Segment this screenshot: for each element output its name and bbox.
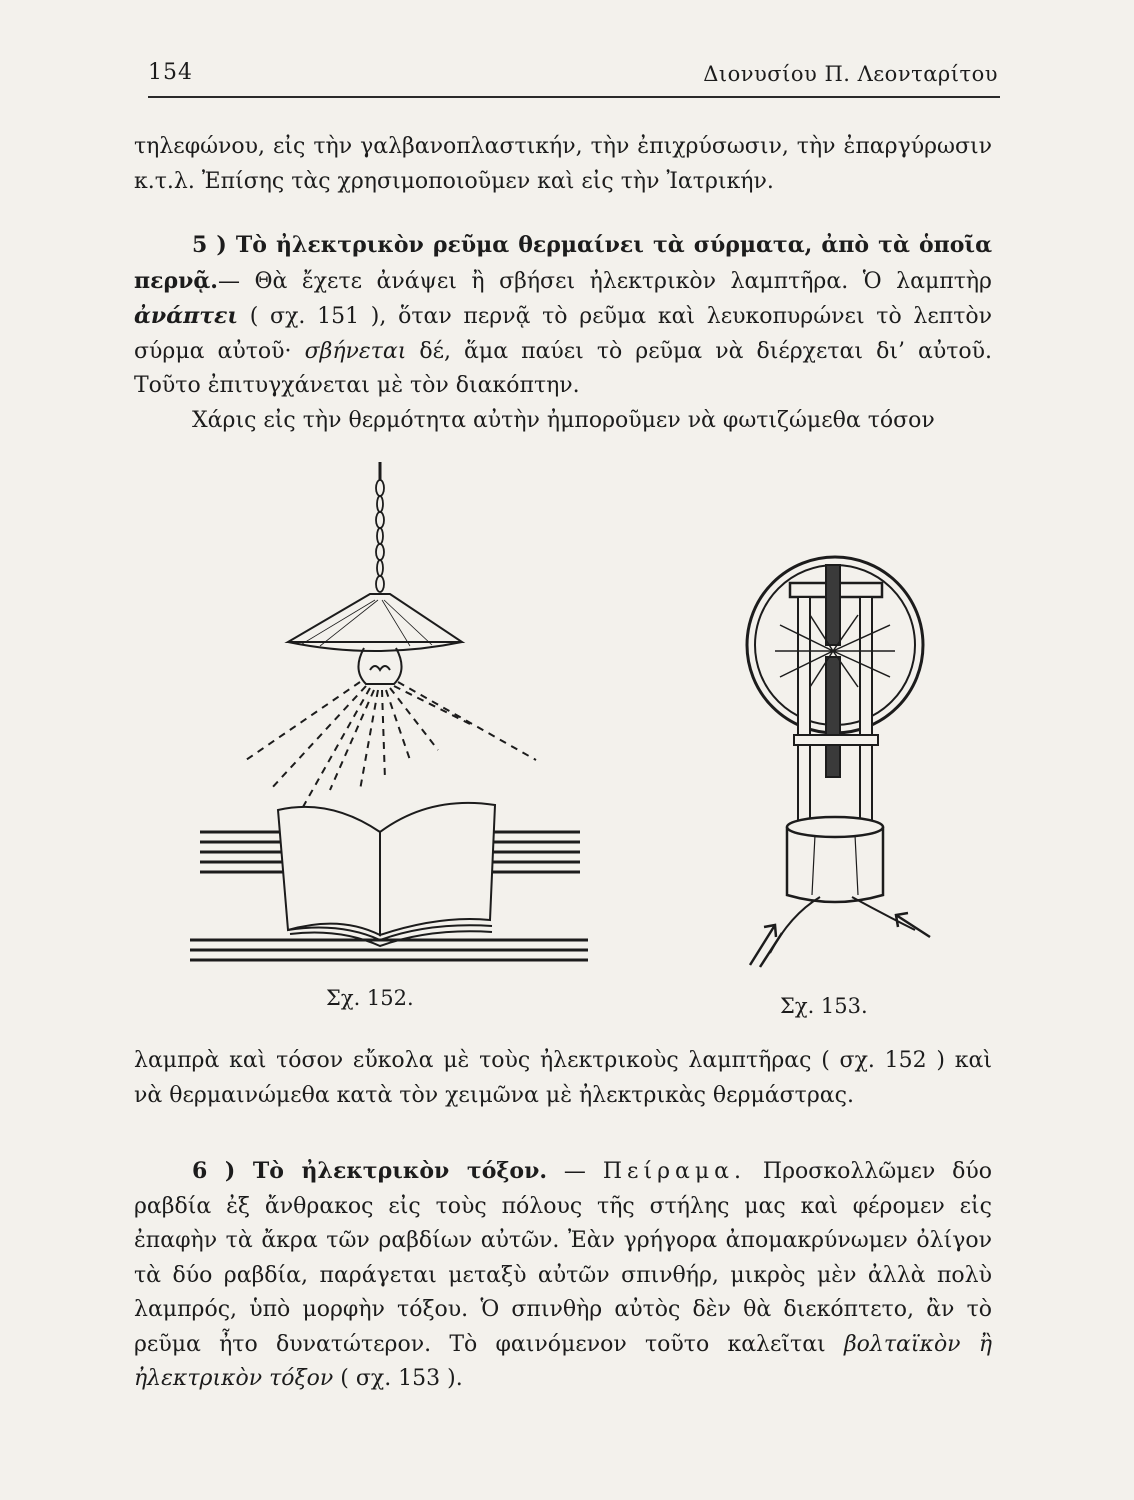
paragraph-4 — [134, 1044, 992, 1113]
section-5 — [134, 228, 992, 438]
figure-153-arc-lamp-illustration — [720, 555, 950, 975]
section-6-dash: — — [547, 1159, 603, 1184]
section-6-italic: βολταϊκὸν ἢ ἠλεκτρικὸν τόξον — [134, 1331, 993, 1391]
section-6 — [134, 1154, 992, 1397]
section-5-text-c: δέ, ἅμα παύει τὸ ρεῦμα νὰ διέρχεται δι’ αὐτοῦ. Τοῦτο ἐπιτυγχάνεται μὲ τὸν διακόπτην. — [134, 338, 992, 398]
section-5-paragraph — [134, 228, 992, 404]
section-5-italic-a: ἀνάπτει — [134, 303, 239, 329]
section-5-heading: 5 ) Τὸ ἠλεκτρικὸν ρεῦμα θερμαίνει τὰ σύρματα, ἀπὸ τὰ ὁποῖα περνᾷ. — [134, 232, 992, 294]
paragraph-3-text: Χάρις εἰς τὴν θερμότητα αὐτὴν ἠμποροῦμεν νὰ φωτιζώμεθα τόσον — [192, 407, 935, 433]
section-5-text-a: — Θὰ ἔχετε ἀνάψει ἢ σβήσει ἠλεκτρικὸν λαμπτῆρα. Ὁ λαμπτὴρ — [217, 268, 992, 294]
section-6-text-a: Προσκολλῶμεν δύο ραβδία ἐξ ἄνθρακος εἰς τοὺς πόλους τῆς στήλης μας καὶ φέρομεν εἰς ἐπαφὴν τὰ ἄκρα τῶν ραβδίων αὐτῶν. Ἐὰν γρήγορα ἀπομακρύνωμεν ὀλίγον τὰ δύο ραβδία, παράγεται μεταξὺ αὐτῶν σπινθήρ, μικρὸς μὲν ἀλλὰ πολὺ λαμπρός, ὑπὸ μορφὴν τόξου. Ὁ σπινθὴρ αὐτὸς δὲν θὰ διεκόπτετο, ἂν τὸ ρεῦμα ἦτο δυνατώτερον. Τὸ φαινόμενον τοῦτο καλεῖται — [134, 1159, 992, 1357]
paragraph-continued — [134, 130, 992, 199]
page-number: 154 — [148, 60, 193, 85]
section-6-text-b: ( σχ. 153 ). — [333, 1366, 463, 1391]
experiment-label: Πείραμα. — [602, 1159, 747, 1184]
section-6-paragraph — [134, 1154, 992, 1397]
paragraph-4-text: λαμπρὰ καὶ τόσον εὔκολα μὲ τοὺς ἠλεκτρικοὺς λαμπτῆρας ( σχ. 152 ) καὶ νὰ θερμαινώμεθα κατὰ τὸν χειμῶνα μὲ ἠλεκτρικὰς θερμάστρας. — [134, 1048, 992, 1108]
section-6-heading: 6 ) Τὸ ἠλεκτρικὸν τόξον. — [192, 1158, 548, 1184]
figure-153-caption: Σχ. 153. — [780, 994, 868, 1018]
header-rule — [148, 96, 1000, 98]
running-head: Διονυσίου Π. Λεονταρίτου — [703, 62, 998, 86]
figure-152-lamp-illustration — [170, 460, 590, 980]
page-header — [148, 58, 998, 98]
section-5-text-b: ( σχ. 151 ), ὅταν περνᾷ τὸ ρεῦμα καὶ λευκοπυρώνει τὸ λεπτὸν σύρμα αὐτοῦ· — [134, 304, 992, 364]
section-5-italic-b: σβήνεται — [304, 338, 407, 364]
figure-152-caption: Σχ. 152. — [326, 986, 414, 1010]
paragraph-1-text: τηλεφώνου, εἰς τὴν γαλβανοπλαστικήν, τὴν ἐπιχρύσωσιν, τὴν ἐπαργύρωσιν κ.τ.λ. Ἐπίσης τὰς χρησιμοποιοῦμεν καὶ εἰς τὴν Ἰατρικήν. — [134, 134, 992, 194]
